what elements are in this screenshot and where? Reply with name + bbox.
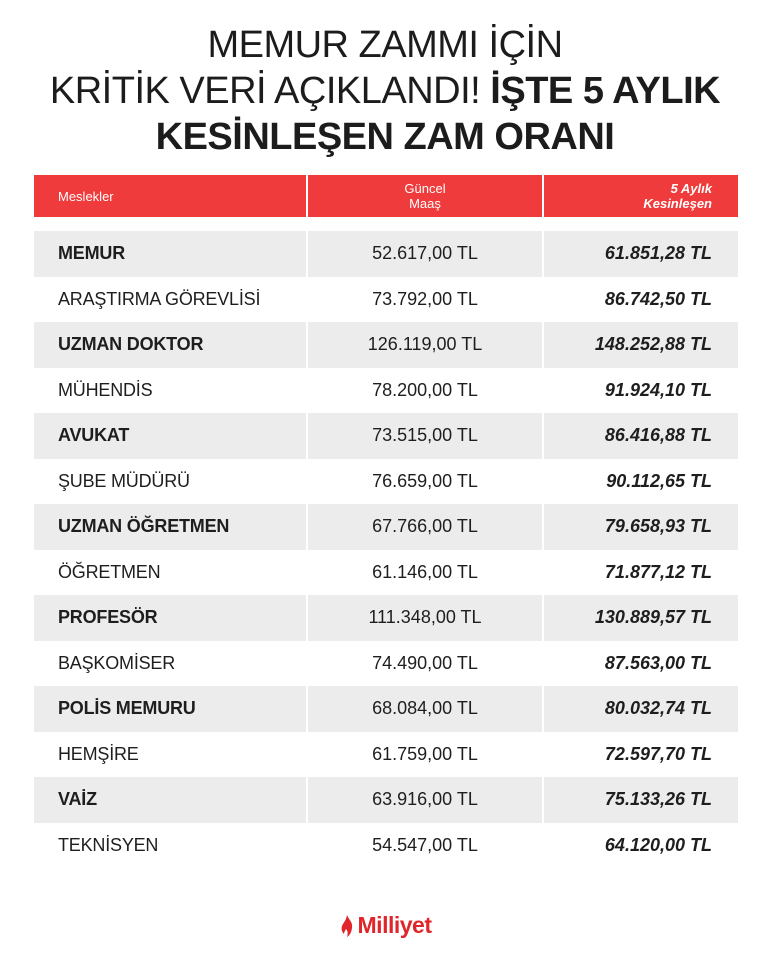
table-row <box>34 368 738 414</box>
headline <box>0 22 770 160</box>
brand-logo <box>0 912 770 939</box>
header-current-salary-line2: Maaş <box>409 196 441 211</box>
header-final-salary <box>544 175 738 217</box>
current-salary-cell: 63.916,00 TL <box>308 777 542 823</box>
table-row <box>34 732 738 778</box>
table-row <box>34 686 738 732</box>
final-salary-cell: 75.133,26 TL <box>544 777 738 823</box>
current-salary-cell: 61.146,00 TL <box>372 561 478 582</box>
final-salary-cell: 64.120,00 TL <box>604 834 712 855</box>
final-salary-cell: 148.252,88 TL <box>544 322 738 368</box>
final-salary-cell: 80.032,74 TL <box>544 686 738 732</box>
headline-line-2 <box>0 68 770 114</box>
occupation-cell: ÖĞRETMEN <box>58 561 161 582</box>
header-current-salary <box>308 175 542 217</box>
table-row <box>34 459 738 505</box>
current-salary-cell: 76.659,00 TL <box>372 470 478 491</box>
final-salary-cell: 86.416,88 TL <box>544 413 738 459</box>
table-row <box>34 277 738 323</box>
salary-table <box>34 175 738 868</box>
occupation-cell: VAİZ <box>34 777 306 823</box>
current-salary-cell: 73.515,00 TL <box>308 413 542 459</box>
table-row <box>34 641 738 687</box>
occupation-cell: MEMUR <box>34 231 306 277</box>
header-current-salary-line1: Güncel <box>404 181 446 196</box>
final-salary-cell: 90.112,65 TL <box>606 470 712 491</box>
final-salary-cell: 130.889,57 TL <box>544 595 738 641</box>
occupation-cell: ARAŞTIRMA GÖREVLİSİ <box>58 288 261 309</box>
table-row <box>34 823 738 869</box>
headline-line-3: KESİNLEŞEN ZAM ORANI <box>155 116 615 158</box>
current-salary-cell: 67.766,00 TL <box>308 504 542 550</box>
current-salary-cell: 73.792,00 TL <box>372 288 478 309</box>
header-occupations: Meslekler <box>34 175 306 217</box>
final-salary-cell: 91.924,10 TL <box>604 379 712 400</box>
current-salary-cell: 111.348,00 TL <box>308 595 542 641</box>
occupation-cell: PROFESÖR <box>34 595 306 641</box>
occupation-cell: POLİS MEMURU <box>34 686 306 732</box>
occupation-cell: AVUKAT <box>34 413 306 459</box>
final-salary-cell: 86.742,50 TL <box>604 288 712 309</box>
table-row <box>34 322 738 368</box>
table-row <box>34 504 738 550</box>
headline-line-2-bold: İŞTE 5 AYLIK <box>490 70 721 112</box>
occupation-cell: ŞUBE MÜDÜRÜ <box>58 470 190 491</box>
current-salary-cell: 126.119,00 TL <box>308 322 542 368</box>
flame-icon <box>339 914 355 938</box>
occupation-cell: HEMŞİRE <box>58 743 139 764</box>
headline-line-2-light: KRİTİK VERİ AÇIKLANDI! <box>49 70 491 112</box>
occupation-cell: MÜHENDİS <box>58 379 153 400</box>
occupation-cell: UZMAN DOKTOR <box>34 322 306 368</box>
current-salary-cell: 68.084,00 TL <box>308 686 542 732</box>
table-row <box>34 777 738 823</box>
current-salary-cell: 61.759,00 TL <box>372 743 478 764</box>
table-row <box>34 413 738 459</box>
table-row <box>34 231 738 277</box>
table-row <box>34 550 738 596</box>
final-salary-cell: 71.877,12 TL <box>604 561 712 582</box>
header-final-salary-line1: 5 Aylık <box>670 181 712 196</box>
table-row <box>34 595 738 641</box>
occupation-cell: TEKNİSYEN <box>58 834 159 855</box>
current-salary-cell: 54.547,00 TL <box>372 834 478 855</box>
final-salary-cell: 61.851,28 TL <box>544 231 738 277</box>
headline-line-1: MEMUR ZAMMI İÇİN <box>207 24 563 66</box>
current-salary-cell: 52.617,00 TL <box>308 231 542 277</box>
final-salary-cell: 79.658,93 TL <box>544 504 738 550</box>
occupation-cell: BAŞKOMİSER <box>58 652 176 673</box>
table-header <box>34 175 738 217</box>
final-salary-cell: 72.597,70 TL <box>604 743 712 764</box>
current-salary-cell: 74.490,00 TL <box>372 652 478 673</box>
brand-name: Milliyet <box>357 912 432 938</box>
header-final-salary-line2: Kesinleşen <box>643 196 712 211</box>
final-salary-cell: 87.563,00 TL <box>604 652 712 673</box>
current-salary-cell: 78.200,00 TL <box>372 379 478 400</box>
table-body <box>34 231 738 868</box>
occupation-cell: UZMAN ÖĞRETMEN <box>34 504 306 550</box>
